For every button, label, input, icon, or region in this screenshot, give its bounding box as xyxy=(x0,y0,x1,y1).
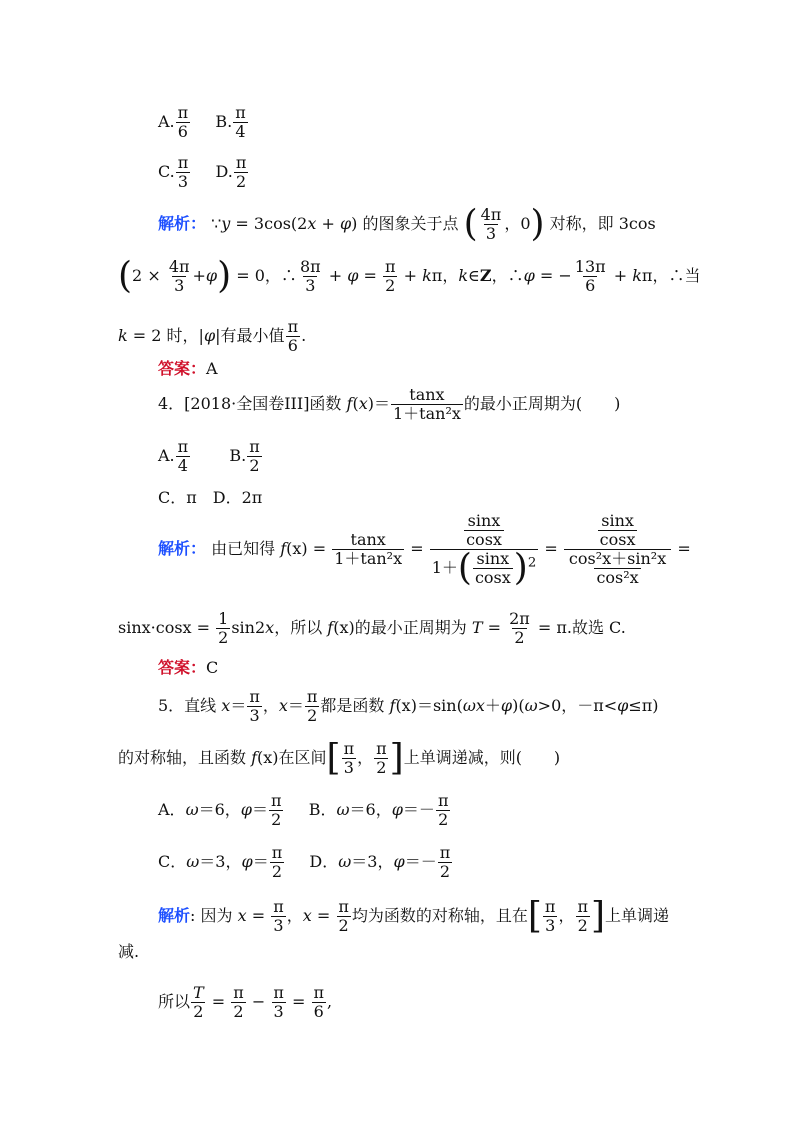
q3-option-b-fraction: $\frac{\pi}{4}$ xyxy=(235,103,246,141)
q5-options-ab: A．ω＝6，φ＝ $\frac{\pi}{2}$ B．ω＝6，φ＝－ $\frac{\pi}{2}$ xyxy=(158,791,449,829)
q3-analysis-label: 解析： xyxy=(158,214,207,233)
q4-answer-value: C xyxy=(206,658,219,677)
q3-option-d-fraction: $\frac{\pi}{2}$ xyxy=(235,153,247,191)
q4-analysis-line-2: sinx·cosx = $\frac{1}{2}$ sin2x，所以 f(x)的最小正周期为 T = $\frac{2\pi}{2}$ = π.故选 C. xyxy=(118,609,626,647)
q5-analysis-line-2: 减. xyxy=(118,942,140,961)
q3-answer xyxy=(158,359,218,379)
q3-option-row-cd: C. $\frac{\pi}{3}$ D. $\frac{\pi}{2}$ xyxy=(158,153,247,191)
q3-analysis-line-2: (2 × $\frac{4\pi}{3}$ +φ) = 0，∴ $\frac{8\pi}{3}$ + φ = $\frac{\pi}{2}$ + kπ，k∈Z，∴φ = − $\frac{13\pi}{6}$ + kπ，∴当 xyxy=(118,255,701,297)
q3-option-a-fraction: $\frac{\pi}{6}$ xyxy=(177,103,189,141)
q5-stem-line-2: 的对称轴，且函数 f(x)在区间[ $\frac{\pi}{3}$ ， $\frac{\pi}{2}$ ]上单调递减，则( ) xyxy=(118,737,561,779)
q3-option-c-fraction: $\frac{\pi}{3}$ xyxy=(177,153,189,191)
q5-analysis-label: 解析 xyxy=(158,906,191,925)
q5-analysis-line-3: 所以 $\frac{T}{2}$ = $\frac{\pi}{2}$ − $\frac{\pi}{3}$ = $\frac{\pi}{6}$ , xyxy=(158,983,333,1021)
q3-analysis-line-1: 解析： ∵y = 3cos(2x + φ) 的图象关于点 ( $\frac{4\pi}{3}$ ，0) 对称，即 3cos xyxy=(158,203,656,245)
q4-options-ab: A. $\frac{\pi}{4}$ B. $\frac{\pi}{2}$ xyxy=(158,437,260,475)
q5-stem-line-1: 5．直线 x＝ $\frac{\pi}{3}$ ，x＝ $\frac{\pi}{2}$ 都是函数 f(x)＝sin(ωx＋φ)(ω>0，－π<φ≤π) xyxy=(158,687,659,725)
q4-answer-label: 答案： xyxy=(158,658,207,677)
q3-option-row-ab: A. $\frac{\pi}{6}$ B. $\frac{\pi}{4}$ xyxy=(158,103,246,141)
q3-answer-value: A xyxy=(206,359,218,378)
q4-analysis-label: 解析： xyxy=(158,539,207,558)
q5-options-cd: C．ω＝3，φ＝ $\frac{\pi}{2}$ D．ω＝3，φ＝－ $\frac{\pi}{2}$ xyxy=(158,843,451,881)
q3-answer-label: 答案： xyxy=(158,359,207,378)
q4-analysis-line-1: 解析： 由已知得 f(x) = $\frac{\tan x}{\text{1＋tan²x}}$ = $\frac{\sin x}{\cos x}$ 1＋( $\frac{\sin x}{\cos x}$ )$^2$ = $\frac{\frac{\sin x}{\cos x}}{\frac{\text{cos²x＋sin²x}}{\text{cos²x}}}$ = xyxy=(158,511,691,589)
q3-analysis-line-3: k = 2 时，|φ|有最小值 $\frac{\pi}{6}$ . xyxy=(118,317,307,355)
q4-options-cd: C．π D．2π xyxy=(158,488,263,507)
q4-answer xyxy=(158,658,218,678)
q4-stem: 4．[2018·全国卷III]函数 f(x)＝ $\frac{\tan x}{\text{1＋tan²x}}$ 的最小正周期为( ) xyxy=(158,385,621,423)
q5-analysis-line-1: 解析: 因为 x = $\frac{\pi}{3}$ ，x = $\frac{\pi}{2}$ 均为函数的对称轴，且在[ $\frac{\pi}{3}$ ， $\frac{\pi}{2}$ ]上单调递 xyxy=(158,895,670,937)
